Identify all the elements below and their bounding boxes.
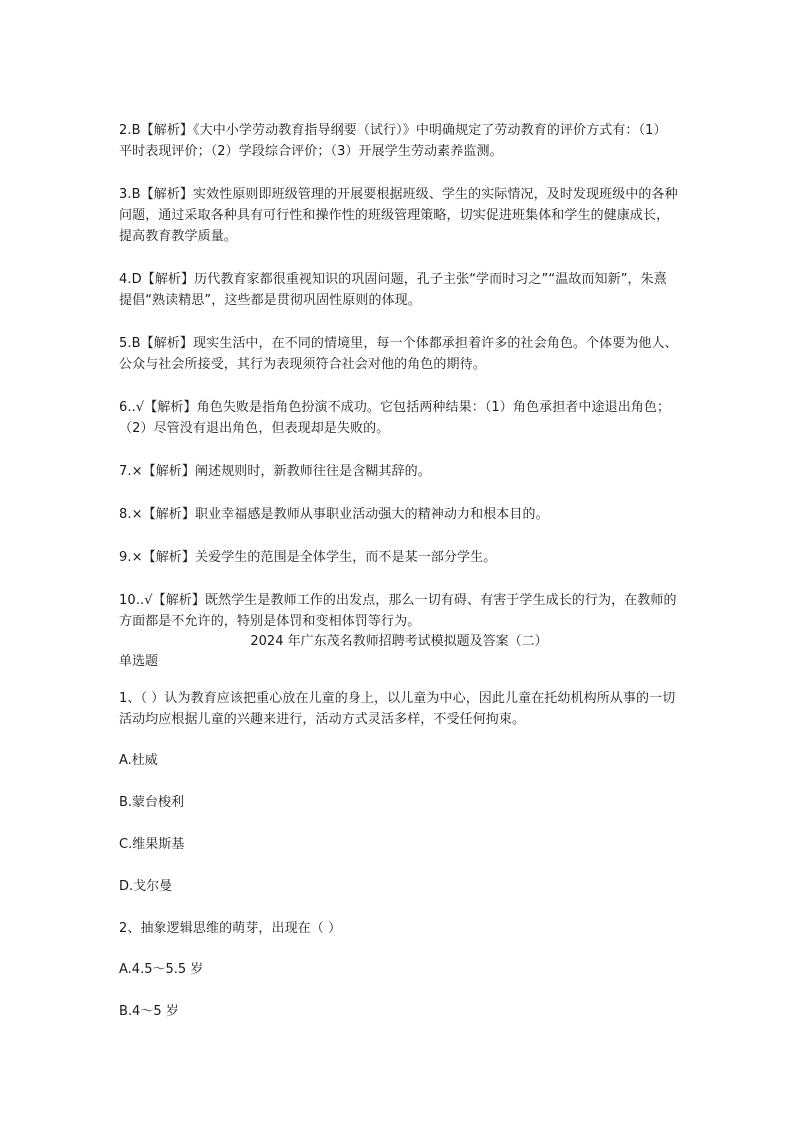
answer-item: 9.×【解析】关爱学生的范围是全体学生，而不是某一部分学生。 xyxy=(119,550,497,565)
answer-item: 10..√【解析】既然学生是教师工作的出发点，那么一切有碍、有害于学生成长的行为，在教师的方面都是不允许的，特别是体罚和变相体罚等行为。 xyxy=(119,593,677,629)
answer-list xyxy=(119,120,679,632)
question-option: C.维果斯基 xyxy=(119,837,185,852)
answer-item: 6..√【解析】角色失败是指角色扮演不成功。它包括两种结果：（1）角色承担者中途退出角色；（2）尽管没有退出角色，但表现却是失败的。 xyxy=(119,400,671,436)
question-option: A.杜威 xyxy=(119,753,158,768)
question-option: D.戈尔曼 xyxy=(119,879,173,894)
question-option: A.4.5～5.5 岁 xyxy=(119,962,204,977)
answer-item: 8.×【解析】职业幸福感是教师从事职业活动强大的精神动力和根本目的。 xyxy=(119,507,549,522)
question-stem: 2、抽象逻辑思维的萌芽，出现在（ ） xyxy=(119,921,342,936)
question-item xyxy=(119,918,679,1022)
answer-item: 3.B【解析】实效性原则即班级管理的开展要根据班级、学生的实际情况，及时发现班级中的各种问题，通过采取各种具有可行性和操作性的班级管理策略，切实促进班集体和学生的健康成长，提高教育教学质量。 xyxy=(119,187,678,244)
question-option: B.4～5 岁 xyxy=(119,1004,179,1019)
section-title: 2024 年广东茂名教师招聘考试模拟题及答案（二） xyxy=(250,634,548,649)
section-label: 单选题 xyxy=(119,654,159,669)
answer-item: 4.D【解析】历代教育家都很重视知识的巩固问题，孔子主张“学而时习之”“温故而知新”，朱熹提倡“熟读精思”，这些都是贯彻巩固性原则的体现。 xyxy=(119,272,667,308)
answer-item: 7.×【解析】阐述规则时，新教师往往是含糊其辞的。 xyxy=(119,464,431,479)
question-list xyxy=(119,688,679,1022)
document-page xyxy=(119,120,679,1043)
question-stem: 1、（ ）认为教育应该把重心放在儿童的身上，以儿童为中心，因此儿童在托幼机构所从事的一切活动均应根据儿童的兴趣来进行，活动方式灵活多样，不受任何拘束。 xyxy=(119,691,676,727)
question-option: B.蒙台梭利 xyxy=(119,795,185,810)
question-item xyxy=(119,688,679,897)
answer-item: 5.B【解析】现实生活中，在不同的情境里，每一个体都承担着许多的社会角色。个体要为他人、公众与社会所接受，其行为表现须符合社会对他的角色的期待。 xyxy=(119,336,678,372)
answer-item: 2.B【解析】《大中小学劳动教育指导纲要（试行）》中明确规定了劳动教育的评价方式有：（1）平时表现评价；（2）学段综合评价；（3）开展学生劳动素养监测。 xyxy=(119,123,667,159)
